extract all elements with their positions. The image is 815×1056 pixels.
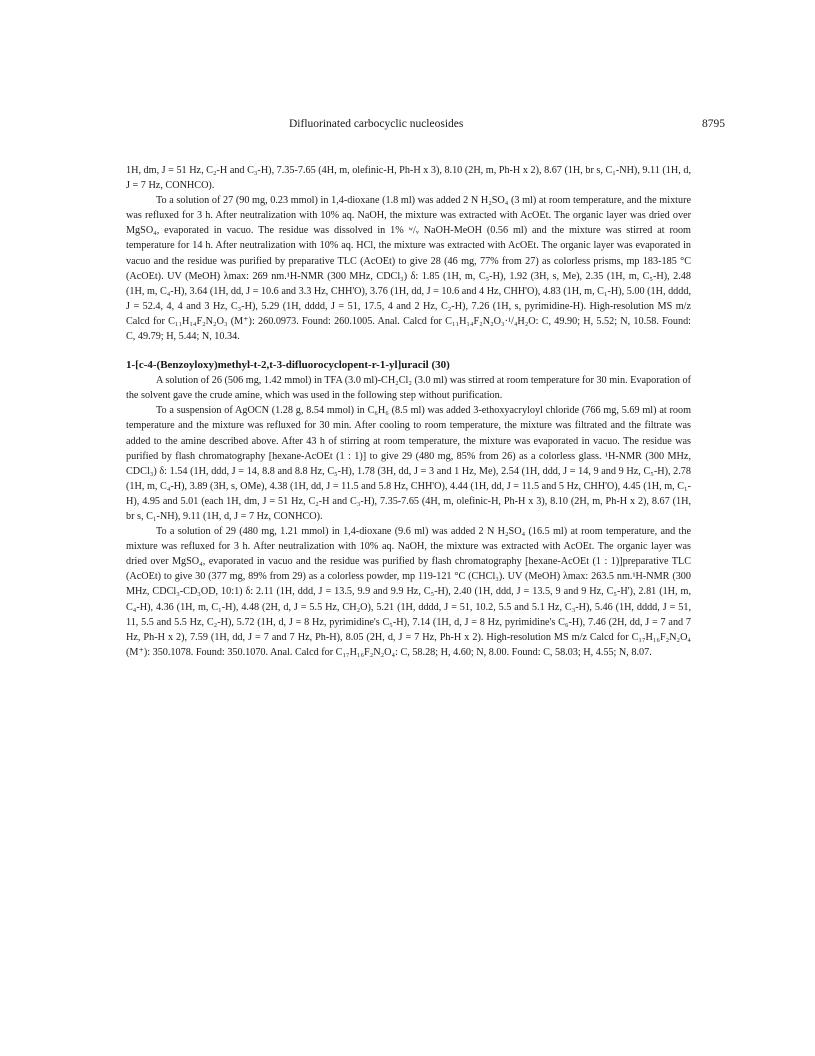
page-number: 8795 (702, 118, 725, 130)
body-text (126, 163, 691, 660)
section-heading: 1-[c-4-(Benzoyloxy)methyl-t-2,t-3-difluorocyclopent-r-1-yl]uracil (30) (126, 359, 450, 372)
paragraph-30-synthesis: To a solution of 29 (480 mg, 1.21 mmol) in 1,4-dioxane (9.6 ml) was added 2 N H₂SO₄ (16.5 ml) at room temperature, and the mixture was refluxed for 3 h. After neutralization with 10% aq. NaOH, the mixture was extracted with AcOEt. The organic layer was dried over MgSO₄, evaporated in vacuo and the residue was purified by flash chromatography [hexane-AcOEt (1 : 1)]preparative TLC (AcOEt) to give 30 (377 mg, 89% from 29) as a colorless powder, mp 119-121 °C (CHCl₃). UV (MeOH) λmax: 263.5 nm.¹H-NMR (300 MHz, CDCl₃-CD₃OD, 10:1) δ: 2.11 (1H, ddd, J = 13.5, 9.9 and 9.9 Hz, C₅-H), 2.40 (1H, ddd, J = 13.5, 9 and 9 Hz, C₅-H'), 2.81 (1H, m, C₄-H), 4.36 (1H, m, C₁-H), 4.48 (2H, d, J = 5.5 Hz, CH₂O), 5.21 (1H, dddd, J = 51, 10.2, 5.5 and 5.1 Hz, C₃-H), 5.46 (1H, dddd, J = 51, 11, 5.5 and 5.5 Hz, C₂-H), 5.72 (1H, d, J = 8 Hz, pyrimidine's C₅-H), 7.14 (1H, d, J = 8 Hz, pyrimidine's C₆-H), 7.46 (2H, dd, J = 7 and 7 Hz, Ph-H x 2), 7.59 (1H, dd, J = 7 and 7 Hz, Ph-H), 8.05 (2H, d, J = 7 Hz, Ph-H x 2). High-resolution MS m/z Calcd for C₁₇H₁₆F₂N₂O₄ (M⁺): 350.1078. Found: 350.1070. Anal. Calcd for C₁₇H₁₆F₂N₂O₄: C, 58.28; H, 4.60; N, 8.00. Found: C, 58.03; H, 4.55; N, 8.07. (126, 526, 691, 658)
paragraph-26-deprotection: A solution of 26 (506 mg, 1.42 mmol) in TFA (3.0 ml)-CH₂Cl₂ (3.0 ml) was stirred at room temperature for 30 min. Evaporation of the solvent gave the crude amine, which was used in the following step without purification. (126, 375, 691, 402)
paragraph-continuation: 1H, dm, J = 51 Hz, C₂-H and C₃-H), 7.35-7.65 (4H, m, olefinic-H, Ph-H x 3), 8.10 (2H, m, Ph-H x 2), 8.67 (1H, br s, C₁-NH), 9.11 (1H, d, J = 7 Hz, CONHCO). (126, 165, 691, 192)
paragraph-29-synthesis: To a suspension of AgOCN (1.28 g, 8.54 mmol) in C₆H₆ (8.5 ml) was added 3-ethoxyacryloyl chloride (766 mg, 5.69 ml) at room temperature and the mixture was refluxed for 30 min. After cooling to room temperature, the mixture was filtrated and the filtrate was added to the amine described above. After 43 h of stirring at room temperature, the mixture was evaporated in vacuo. The residue was purified by flash chromatography [hexane-AcOEt (1 : 1)] to give 29 (480 mg, 85% from 26) as a colorless glass. ¹H-NMR (300 MHz, CDCl₃) δ: 1.54 (1H, ddd, J = 14, 8.8 and 8.8 Hz, C₅-H), 1.78 (3H, dd, J = 3 and 1 Hz, Me), 2.54 (1H, ddd, J = 14, 9 and 9 Hz, C₅-H), 2.78 (1H, m, C₄-H), 3.89 (3H, s, OMe), 4.38 (1H, dd, J = 11.5 and 5.8 Hz, CHH'O), 4.44 (1H, dd, J = 11.5 and 5 Hz, CHH'O), 4.45 (1H, m, C₁-H), 4.95 and 5.01 (each 1H, dm, J = 51 Hz, C₂-H and C₃-H), 7.35-7.65 (4H, m, olefinic-H, Ph-H x 3), 8.10 (2H, m, Ph-H x 2), 8.67 (1H, br s, C₁-NH), 9.11 (1H, d, J = 7 Hz, CONHCO). (126, 405, 691, 522)
paragraph-27-hydrolysis: To a solution of 27 (90 mg, 0.23 mmol) in 1,4-dioxane (1.8 ml) was added 2 N H₂SO₄ (3 ml) at room temperature, and the mixture was refluxed for 3 h. After neutralization with 10% aq. NaOH, the mixture was extracted with AcOEt. The organic layer was dried over MgSO₄, evaporated in vacuo. The residue was dissolved in 1% ʷ/ᵥ NaOH-MeOH (0.56 ml) and the mixture was stirred at room temperature for 14 h. After neutralization with 10% aq. HCl, the mixture was extracted with AcOEt. The organic layer was evaporated in vacuo and the residue was purified by preparative TLC (AcOEt) to give 28 (46 mg, 77% from 27) as colorless prisms, mp 183-185 °C (AcOEt). UV (MeOH) λmax: 269 nm.¹H-NMR (300 MHz, CDCl₃) δ: 1.85 (1H, m, C₅-H), 1.92 (3H, s, Me), 2.35 (1H, m, C₅-H), 2.48 (1H, m, C₄-H), 3.64 (1H, dd, J = 10.6 and 3.3 Hz, CHH'O), 3.76 (1H, dd, J = 10.6 and 4 Hz, CHH'O), 4.83 (1H, m, C₁-H), 5.00 (1H, dddd, J = 52.4, 4, 4 and 3 Hz, C₃-H), 5.29 (1H, dddd, J = 51, 17.5, 4 and 2 Hz, C₂-H), 7.26 (1H, s, pyrimidine-H). High-resolution MS m/z Calcd for C₁₁H₁₄F₂N₂O₃ (M⁺): 260.0973. Found: 260.1005. Anal. Calcd for C₁₁H₁₄F₂N₂O₃·¹/₄H₂O: C, 49.90; H, 5.52; N, 10.58. Found: C, 49.79; H, 5.44; N, 10.34. (126, 195, 691, 343)
running-header (0, 118, 815, 134)
running-title: Difluorinated carbocyclic nucleosides (289, 118, 464, 130)
